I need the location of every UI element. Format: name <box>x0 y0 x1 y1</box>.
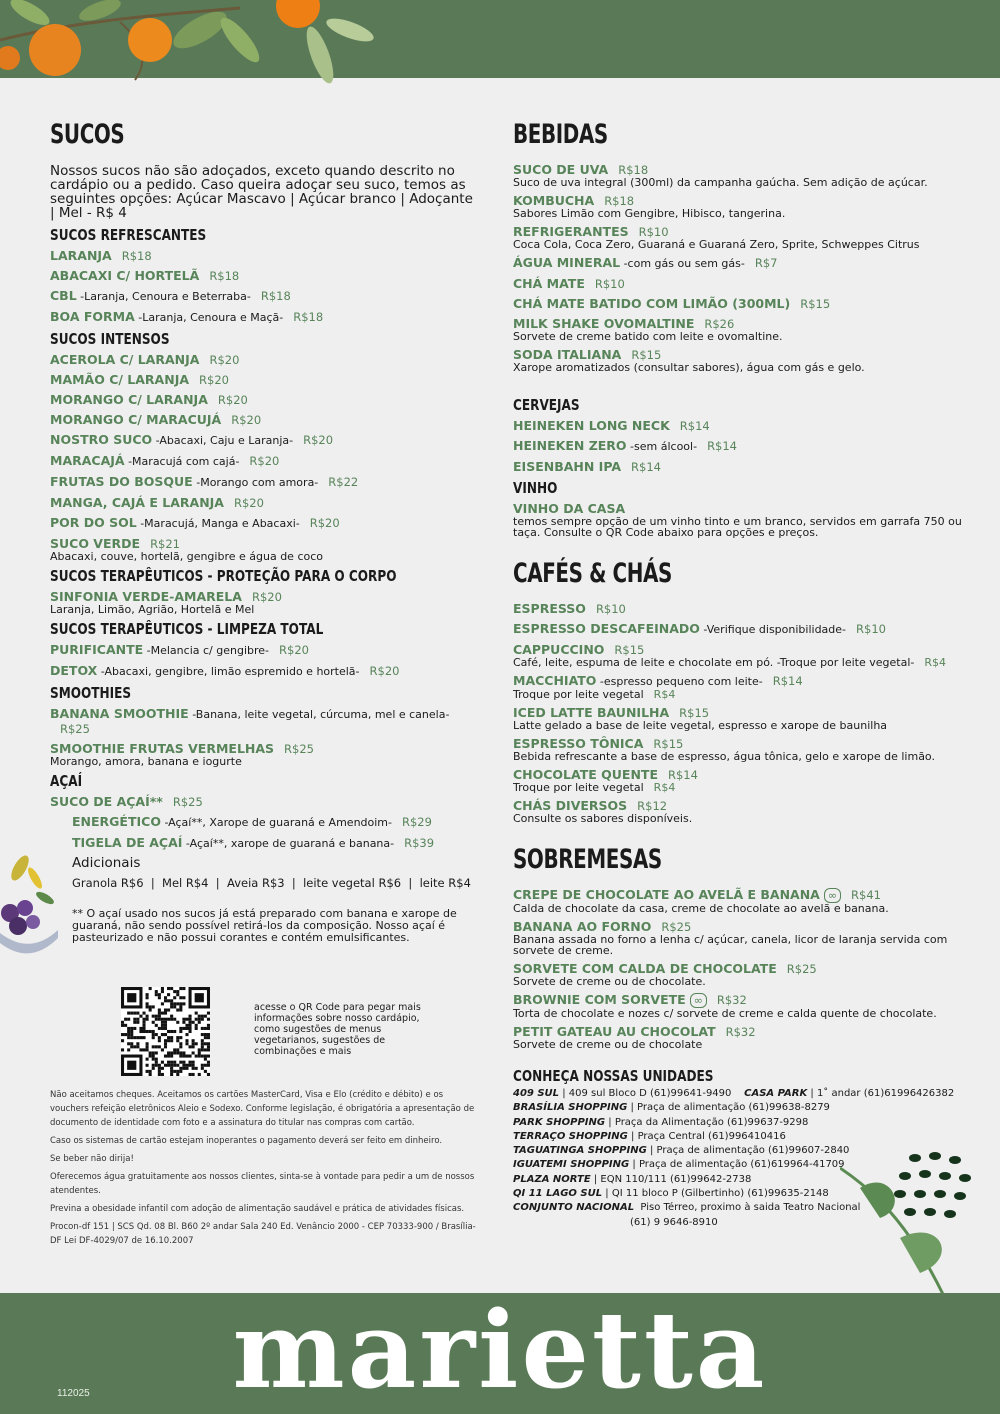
menu-item <box>50 472 480 493</box>
acai-note: ** O açaí usado nos sucos já está preparado com banana e xarope de guaraná, não sendo possível retirá-los da composição. Nosso açaí é pasteurizado e não possui corantes e contém emulsificantes. <box>72 907 457 944</box>
item-subtitle <box>50 551 480 562</box>
item-name: BROWNIE COM SORVETE <box>513 992 686 1007</box>
menu-item <box>513 917 963 959</box>
item-name: MORANGO C/ MARACUJÁ <box>50 412 222 427</box>
item-price: R$14 <box>707 439 738 453</box>
menu-item <box>50 587 480 618</box>
item-subtitle <box>513 208 963 219</box>
legal-note: Oferecemos água gratuitamente aos nossos clientes, sinta-se à vontade para pedir a um de nossos atendentes. <box>50 1172 475 1196</box>
item-name: CBL <box>50 288 77 303</box>
section-title-cafes: CAFÉS & CHÁS <box>513 558 672 589</box>
menu-item <box>513 345 963 376</box>
item-price: R$10 <box>595 602 626 616</box>
subsection-title: SUCOS INTENSOS <box>50 330 170 348</box>
item-price: R$15 <box>653 737 684 751</box>
section-title-sobremesas: SOBREMESAS <box>513 844 662 875</box>
menu-item <box>513 274 963 294</box>
unit-name: CASA PARK <box>744 1088 808 1099</box>
item-price: R$10 <box>638 225 669 239</box>
item-subtitle <box>50 604 480 615</box>
menu-list <box>50 812 480 854</box>
item-subtitle-text: Troque por leite vegetal <box>513 688 644 701</box>
item-description: -Laranja, Cenoura e Beterraba- <box>76 290 251 303</box>
menu-item <box>513 416 963 436</box>
item-subtitle <box>513 1039 963 1050</box>
item-price: R$12 <box>637 799 668 813</box>
item-subtitle-text: Café, leite, espuma de leite e chocolate em pó. -Troque por leite vegetal- <box>513 656 915 669</box>
pairing-icon: ∞ <box>824 888 841 903</box>
item-subtitle-text: Latte gelado a base de leite vegetal, espresso e xarope de baunilha <box>513 719 888 732</box>
item-name: FRUTAS DO BOSQUE <box>50 474 193 489</box>
menu-item <box>513 959 963 990</box>
unit-details: | Praça da Alimentação (61)99637-9298 <box>605 1116 809 1128</box>
subsection-title: VINHO <box>513 479 558 497</box>
menu-item <box>50 266 480 286</box>
subsection-title: CERVEJAS <box>513 396 580 414</box>
item-name: CHÁ MATE <box>513 276 585 291</box>
item-subtitle <box>50 756 480 767</box>
item-name: CREPE DE CHOCOLATE AO AVELÃ E BANANA <box>513 887 820 902</box>
item-price: R$29 <box>402 815 432 829</box>
item-subtitle <box>513 239 963 250</box>
item-name: REFRIGERANTES <box>513 224 629 239</box>
item-price: R$21 <box>150 537 181 551</box>
item-subtitle-text: Xarope aromatizados (consultar sabores), água com gás e gelo. <box>513 361 865 374</box>
menu-item <box>513 253 963 274</box>
menu-item <box>513 499 963 541</box>
item-description: -Abacaxi, Caju e Laranja- <box>152 434 294 447</box>
item-price: R$25 <box>172 795 203 809</box>
item-name: MAMÃO C/ LARANJA <box>50 372 190 387</box>
item-subtitle-text: Suco de uva integral (300ml) da campanha gaúcha. Sem adição de açúcar. <box>513 176 928 189</box>
menu-item <box>513 191 963 222</box>
brand-logo: marietta <box>232 1287 768 1412</box>
item-price: R$32 <box>725 1025 756 1039</box>
item-price: R$39 <box>404 836 435 850</box>
menu-item <box>50 792 480 812</box>
item-price: R$20 <box>279 643 309 657</box>
item-name: PURIFICANTE <box>50 642 144 657</box>
item-price: R$20 <box>199 373 229 387</box>
menu-item <box>50 493 480 513</box>
menu-item <box>513 457 963 477</box>
item-name: MANGA, CAJÁ E LARANJA <box>50 495 224 510</box>
menu-item <box>513 796 963 827</box>
section-title-sucos: SUCOS <box>50 119 125 150</box>
item-subtitle-text: Troque por leite vegetal <box>513 781 644 794</box>
menu-item <box>50 370 480 390</box>
item-description: -Açaí**, xarope de guaraná e banana- <box>182 837 395 850</box>
menu-item <box>50 286 480 307</box>
menu-item <box>513 314 963 345</box>
menu-item <box>50 430 480 451</box>
legal-note: Previna a obesidade infantil com adoção de alimentação saudável e prática de atividades físicas. <box>50 1204 465 1214</box>
item-name: CHÁS DIVERSOS <box>513 798 628 813</box>
item-subtitle <box>513 177 963 188</box>
item-price: R$20 <box>303 433 334 447</box>
qr-instructions: acesse o QR Code para pegar mais informações sobre nosso cardápio, como sugestões de menus vegetarianos, sugestões de combinações e mais <box>254 1002 421 1057</box>
menu-item <box>513 640 963 671</box>
adicionais-list: Granola R$6 | Mel R$4 | Aveia R$3 | leite vegetal R$6 | leite R$4 <box>72 876 471 890</box>
item-subtitle-text: Banana assada no forno a lenha c/ açúcar, canela, licor de laranja servida com sorvete de creme. <box>513 933 948 957</box>
menu-item <box>513 990 963 1022</box>
item-price: R$22 <box>328 475 359 489</box>
menu-list <box>50 640 480 682</box>
menu-item <box>513 671 963 703</box>
unit-name: TAGUATINGA SHOPPING <box>513 1145 647 1157</box>
item-name: ESPRESSO TÔNICA <box>513 736 644 751</box>
menu-list <box>513 160 963 376</box>
item-subtitle-text: Sorvete de creme ou de chocolate <box>513 1038 703 1051</box>
adicionais-title: Adicionais <box>72 855 141 871</box>
menu-item <box>513 734 963 765</box>
unit-line <box>513 1116 963 1130</box>
item-subtitle <box>513 331 963 342</box>
item-price: R$15 <box>800 297 831 311</box>
menu-list <box>513 885 963 1053</box>
right-column <box>513 116 963 1230</box>
item-subtitle-text: Sorvete de creme ou de chocolate. <box>513 975 706 988</box>
unit-line <box>513 1201 963 1215</box>
item-name: CAPPUCCINO <box>513 642 605 657</box>
item-subtitle <box>513 516 963 538</box>
item-name: SUCO DE AÇAÍ** <box>50 794 163 809</box>
item-name: MACCHIATO <box>513 673 597 688</box>
item-name: KOMBUCHA <box>513 193 595 208</box>
item-subtitle-text: Coca Cola, Coca Zero, Guaraná e Guaraná Zero, Sprite, Schweppes Citrus <box>513 238 920 251</box>
subsection-title: SUCOS REFRESCANTES <box>50 226 207 244</box>
item-name: ESPRESSO DESCAFEINADO <box>513 621 700 636</box>
legal-note: Caso os sistemas de cartão estejam inoperantes o pagamento deverá ser feito em dinheiro. <box>50 1136 443 1146</box>
menu-item <box>72 833 480 854</box>
item-subtitle <box>513 689 963 700</box>
item-subtitle-text: Consulte os sabores disponíveis. <box>513 812 693 825</box>
menu-item <box>513 885 963 917</box>
item-price: R$14 <box>668 768 698 782</box>
item-subtitle-price: R$4 <box>924 656 947 669</box>
menu-list <box>50 704 480 770</box>
menu-list <box>513 499 963 541</box>
item-name: DETOX <box>50 663 98 678</box>
item-price: R$20 <box>369 664 400 678</box>
item-price: R$18 <box>604 194 635 208</box>
item-subtitle <box>513 934 963 956</box>
unit-line <box>513 1087 963 1101</box>
menu-item <box>50 451 480 472</box>
unit-line <box>513 1144 963 1158</box>
item-description: -Maracujá com cajá- <box>124 455 240 468</box>
unit-details: | Praça de alimentação (61)99638-8279 <box>627 1102 830 1114</box>
item-name: SUCO VERDE <box>50 536 141 551</box>
menu-item <box>513 619 963 640</box>
item-name: MARACAJÁ <box>50 453 125 468</box>
item-name: HEINEKEN LONG NECK <box>513 418 670 433</box>
subsection-title: SUCOS TERAPÊUTICOS - LIMPEZA TOTAL <box>50 620 324 638</box>
item-description: -Banana, leite vegetal, cúrcuma, mel e canela- <box>188 708 450 721</box>
item-price: R$14 <box>679 419 710 433</box>
unit-line <box>513 1173 963 1187</box>
menu-item <box>513 222 963 253</box>
menu-list <box>513 416 963 477</box>
legal-notes <box>50 1088 480 1252</box>
item-price: R$14 <box>772 674 803 688</box>
item-price: R$18 <box>121 249 152 263</box>
item-description: -Melancia c/ gengibre- <box>143 644 270 657</box>
subsection-title: CONHEÇA NOSSAS UNIDADES <box>513 1067 714 1085</box>
pairing-icon: ∞ <box>690 993 707 1008</box>
item-subtitle-text: Abacaxi, couve, hortelã, gengibre e água de coco <box>50 550 323 563</box>
item-price: R$15 <box>631 348 662 362</box>
item-price: R$20 <box>233 496 264 510</box>
item-description: -Verifique disponibilidade- <box>699 623 847 636</box>
item-description: -Laranja, Cenoura e Maçã- <box>134 311 284 324</box>
item-subtitle <box>513 657 963 668</box>
unit-details: | 409 sul Bloco D (61)99641-9490 <box>559 1088 745 1099</box>
unit-details: | QI 11 bloco P (Gilbertinho) (61)99635-2148 <box>602 1188 829 1200</box>
item-description: -espresso pequeno com leite- <box>596 675 763 688</box>
menu-list <box>50 246 480 328</box>
item-price: R$20 <box>217 393 248 407</box>
unit-name: IGUATEMI SHOPPING <box>513 1159 630 1171</box>
item-price: R$26 <box>704 317 735 331</box>
menu-item <box>50 739 480 770</box>
unit-name: 409 SUL <box>513 1088 560 1099</box>
menu-list <box>50 587 480 618</box>
item-description: -com gás ou sem gás- <box>620 257 745 270</box>
legal-note: Se beber não dirija! <box>50 1154 134 1164</box>
item-name: ESPRESSO <box>513 601 586 616</box>
item-price: R$25 <box>284 742 314 756</box>
menu-item <box>50 513 480 534</box>
item-price: R$10 <box>856 622 886 636</box>
item-subtitle-text: Laranja, Limão, Agrião, Hortelã e Mel <box>50 603 255 616</box>
item-description: -Morango com amora- <box>192 476 319 489</box>
item-price: R$20 <box>251 590 282 604</box>
item-name: SINFONIA VERDE-AMARELA <box>50 589 242 604</box>
item-price: R$18 <box>618 163 649 177</box>
item-subtitle-text: Torta de chocolate e nozes c/ sorvete de creme e calda quente de chocolate. <box>513 1007 937 1020</box>
item-name: SUCO DE UVA <box>513 162 609 177</box>
item-price: R$7 <box>754 256 778 270</box>
unit-name: PARK SHOPPING <box>513 1116 606 1128</box>
item-name: SMOOTHIE FRUTAS VERMELHAS <box>50 741 275 756</box>
menu-item <box>50 704 480 739</box>
item-subtitle <box>513 903 963 914</box>
unit-line <box>513 1130 963 1144</box>
item-name: NOSTRO SUCO <box>50 432 153 447</box>
item-price: R$14 <box>631 460 661 474</box>
menu-item <box>50 640 480 661</box>
item-subtitle-text: Sabores Limão com Gengibre, Hibisco, tangerina. <box>513 207 786 220</box>
unit-details: | Praça Central (61)996410416 <box>627 1130 786 1142</box>
unit-details: | EQN 110/111 (61)99642-2738 <box>590 1173 752 1185</box>
item-description: -sem álcool- <box>626 440 698 453</box>
unit-line <box>513 1101 963 1115</box>
item-name: SORVETE COM CALDA DE CHOCOLATE <box>513 961 777 976</box>
item-price: R$25 <box>786 962 817 976</box>
item-subtitle <box>513 362 963 373</box>
subsection-title: SMOOTHIES <box>50 684 132 702</box>
unit-name: CONJUNTO NACIONAL <box>513 1202 635 1214</box>
menu-item <box>50 410 480 430</box>
item-description: -Açaí**, Xarope de guaraná e Amendoim- <box>160 816 392 829</box>
menu-item <box>72 812 480 833</box>
item-description: -Maracujá, Manga e Abacaxi- <box>136 517 300 530</box>
item-price: R$18 <box>209 269 240 283</box>
legal-note: Procon-df 151 | SCS Qd. 08 Bl. B60 2º andar Sala 240 Ed. Venâncio 2000 - CEP 70333-900 / Brasília-DF Lei DF-4029/07 de 16.10.2007 <box>50 1222 476 1246</box>
item-subtitle-text: Sorvete de creme batido com leite e ovomaltine. <box>513 330 783 343</box>
item-subtitle-text: temos sempre opção de um vinho tinto e um branco, servidos em garrafa 750 ou taça. Consulte o QR Code abaixo para opções e preços. <box>513 515 962 539</box>
menu-item <box>513 436 963 457</box>
menu-item <box>513 703 963 734</box>
item-subtitle-text: Bebida refrescante a base de espresso, água tônica, gelo e xarope de limão. <box>513 750 935 763</box>
unit-name: QI 11 LAGO SUL <box>513 1188 603 1200</box>
item-subtitle <box>513 1008 963 1019</box>
menu-item <box>50 390 480 410</box>
item-price: R$20 <box>249 454 280 468</box>
unit-line <box>513 1158 963 1172</box>
left-column <box>50 116 480 944</box>
item-price: R$10 <box>594 277 625 291</box>
section-title-bebidas: BEBIDAS <box>513 119 608 150</box>
unit-name: BRASÍLIA SHOPPING <box>513 1102 628 1114</box>
unit-details: Piso Térreo, proximo à saida Teatro Nacional <box>634 1202 861 1214</box>
item-name: PETIT GATEAU AU CHOCOLAT <box>513 1024 716 1039</box>
item-name: VINHO DA CASA <box>513 501 626 516</box>
qr-code[interactable] <box>121 987 210 1076</box>
item-subtitle-price: R$4 <box>653 688 676 701</box>
item-subtitle <box>513 720 963 731</box>
menu-item <box>513 765 963 796</box>
item-subtitle <box>513 813 963 824</box>
edition-code: 112025 <box>57 1388 90 1399</box>
item-price: R$20 <box>309 516 340 530</box>
menu-item <box>50 661 480 682</box>
item-name: POR DO SOL <box>50 515 137 530</box>
item-price: R$18 <box>260 289 291 303</box>
menu-item <box>50 307 480 328</box>
item-subtitle <box>513 751 963 762</box>
item-name: CHÁ MATE BATIDO COM LIMÃO (300ML) <box>513 296 791 311</box>
menu-item <box>50 350 480 370</box>
unit-details: | Praça de alimentação (61)99607-2840 <box>646 1145 850 1157</box>
item-name: ÁGUA MINERAL <box>513 255 621 270</box>
menu-list <box>50 350 480 565</box>
unit-phone: (61) 9 9646-8910 <box>630 1216 718 1228</box>
item-name: HEINEKEN ZERO <box>513 438 627 453</box>
item-subtitle <box>513 976 963 987</box>
item-price: R$25 <box>60 722 90 736</box>
item-price: R$41 <box>851 888 881 902</box>
item-name: LARANJA <box>50 248 112 263</box>
item-name: ENERGÉTICO <box>72 814 161 829</box>
item-name: ACEROLA C/ LARANJA <box>50 352 200 367</box>
item-name: CHOCOLATE QUENTE <box>513 767 658 782</box>
item-price: R$20 <box>209 353 240 367</box>
menu-item <box>513 160 963 191</box>
unit-details: | Praça de alimentação (61)619964-41709 <box>629 1159 845 1171</box>
item-subtitle-text: Morango, amora, banana e iogurte <box>50 755 242 768</box>
sucos-intro: Nossos sucos não são adoçados, exceto quando descrito no cardápio ou a pedido. Caso queira adoçar seu suco, temos as seguintes opções: Açúcar Mascavo | Açúcar branco | Adoçante | Mel - R$ 4 <box>50 163 473 221</box>
item-price: R$15 <box>679 706 710 720</box>
menu-item <box>513 1022 963 1053</box>
item-name: MILK SHAKE OVOMALTINE <box>513 316 695 331</box>
unit-name: PLAZA NORTE <box>513 1173 591 1185</box>
item-name: ABACAXI C/ HORTELÃ <box>50 268 200 283</box>
menu-item <box>513 599 963 619</box>
subsection-title: AÇAÍ <box>50 772 83 790</box>
units-list <box>513 1087 963 1216</box>
menu-item <box>50 534 480 565</box>
item-description: -Abacaxi, gengibre, limão espremido e hortelã- <box>97 665 360 678</box>
item-name: MORANGO C/ LARANJA <box>50 392 208 407</box>
item-price: R$15 <box>614 643 645 657</box>
item-price: R$18 <box>293 310 324 324</box>
item-subtitle-text: Calda de chocolate da casa, creme de chocolate ao avelã e banana. <box>513 902 889 915</box>
item-price: R$32 <box>716 993 747 1007</box>
unit-line <box>513 1187 963 1201</box>
item-name: BOA FORMA <box>50 309 135 324</box>
item-name: BANANA AO FORNO <box>513 919 652 934</box>
item-subtitle <box>513 782 963 793</box>
unit-details: | 1˚ andar (61)61996426382 <box>807 1088 955 1099</box>
item-price: R$20 <box>231 413 262 427</box>
legal-note: Não aceitamos cheques. Aceitamos os cartões MasterCard, Visa e Elo (crédito e débito) e os vouchers refeição eletrônicos Aleio e Sodexo. Conforme legislação, é obrigatória a apresentação de documento de identidade com foto e a assinatura do titular nas compras com cartão. <box>50 1090 475 1128</box>
item-name: ICED LATTE BAUNILHA <box>513 705 670 720</box>
item-subtitle-price: R$4 <box>653 781 676 794</box>
item-price: R$25 <box>661 920 692 934</box>
menu-item <box>513 294 963 314</box>
item-name: SODA ITALIANA <box>513 347 622 362</box>
orange-branch-illustration <box>0 0 390 110</box>
item-name: BANANA SMOOTHIE <box>50 706 189 721</box>
item-name: EISENBAHN IPA <box>513 459 622 474</box>
item-name: TIGELA DE AÇAÍ <box>72 835 183 850</box>
menu-item <box>50 246 480 266</box>
menu-list <box>513 599 963 827</box>
unit-name: TERRAÇO SHOPPING <box>513 1130 628 1142</box>
subsection-title: SUCOS TERAPÊUTICOS - PROTEÇÃO PARA O CORPO <box>50 567 397 585</box>
